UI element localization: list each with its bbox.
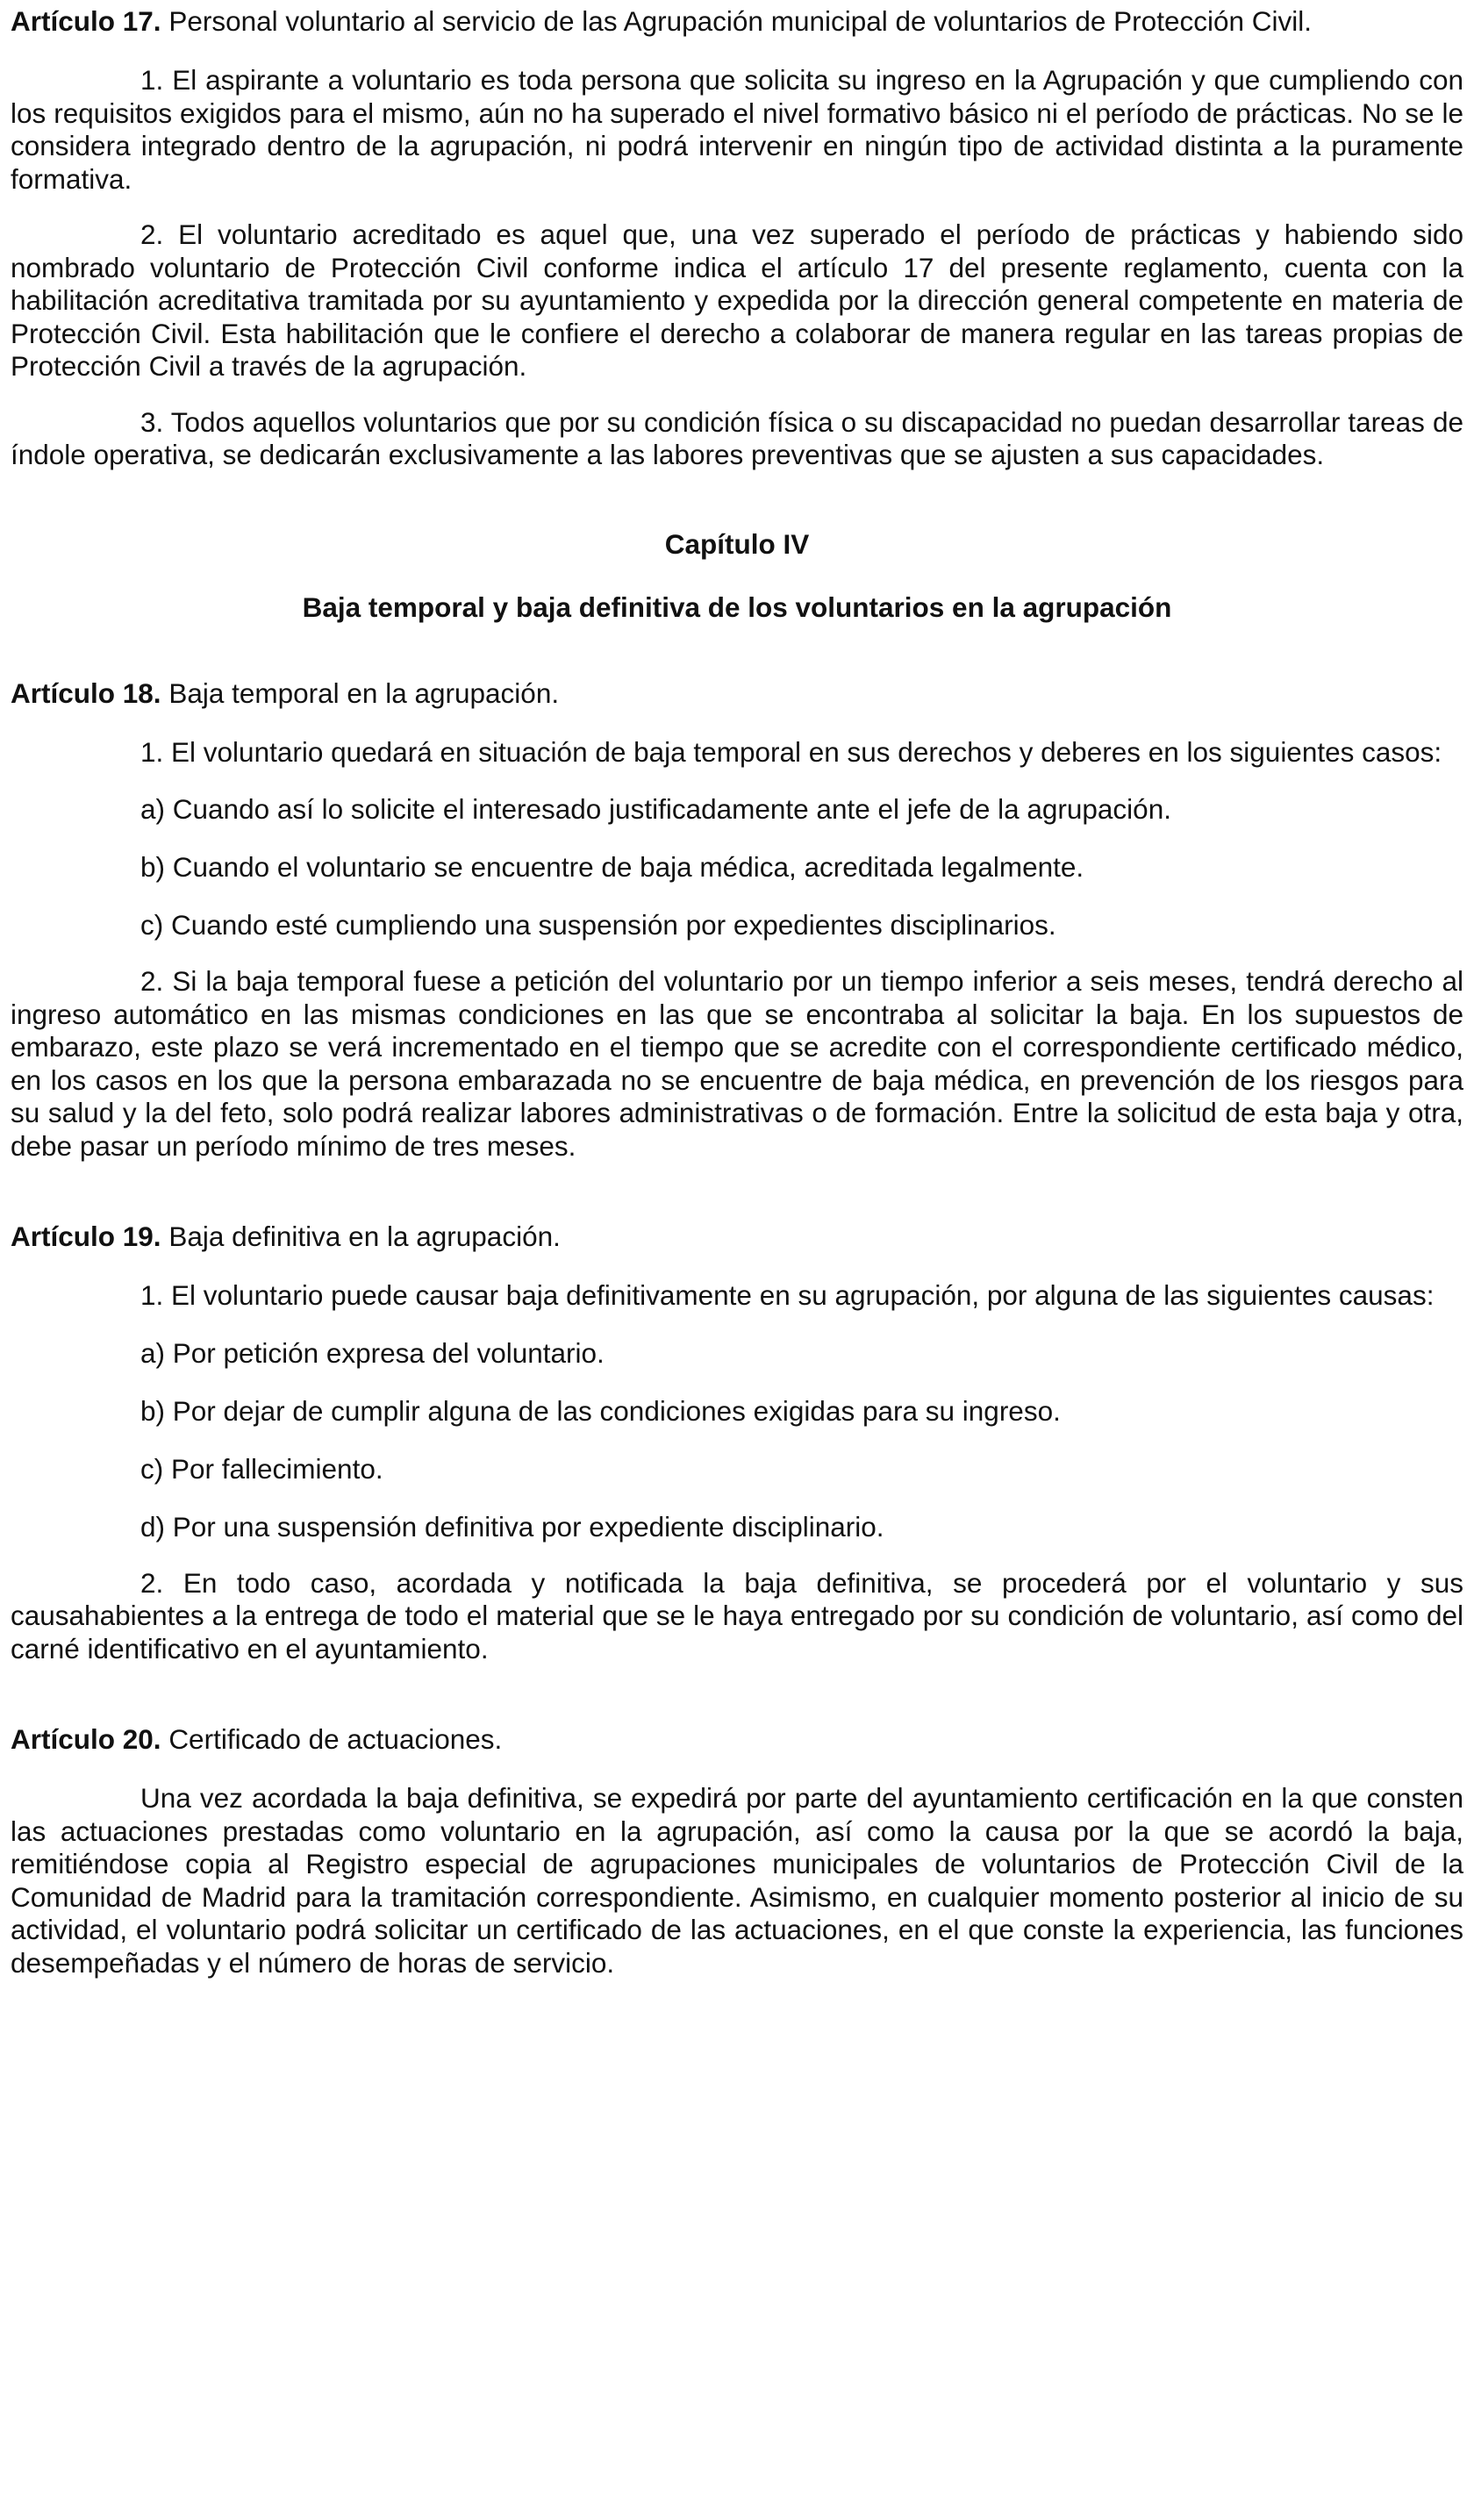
list-item: c) Por fallecimiento. (140, 1452, 383, 1485)
article-18-paragraph-1: 1. El voluntario quedará en situación de baja temporal en sus derechos y deberes en los siguientes casos: (140, 735, 1442, 768)
list-item: d) Por una suspensión definitiva por expediente disciplinario. (140, 1510, 884, 1543)
list-item: c) Cuando esté cumpliendo una suspensión por expedientes disciplinarios. (140, 909, 1056, 941)
article-20-title: Certificado de actuaciones. (168, 1723, 503, 1755)
list-item: a) Por petición expresa del voluntario. (140, 1336, 605, 1369)
chapter-title: Baja temporal y baja definitiva de los voluntarios en la agrupación (302, 591, 1172, 623)
list-item: b) Cuando el voluntario se encuentre de baja médica, acreditada legalmente. (140, 851, 1084, 883)
list-item: a) Cuando así lo solicite el interesado justificadamente ante el jefe de la agrupación. (140, 793, 1171, 825)
article-18-heading (11, 676, 1463, 711)
article-20-heading (11, 1722, 1463, 1757)
article-17-paragraph-3: 3. Todos aquellos voluntarios que por su condición física o su discapacidad no puedan desarrollar tareas de índole operativa, se dedicarán exclusivamente a las labores preventivas que se ajusten a sus capacidades. (11, 405, 1463, 470)
article-18-title: Baja temporal en la agrupación. (168, 677, 560, 709)
article-20-label: Artículo 20. (11, 1723, 161, 1755)
chapter-number: Capítulo IV (664, 527, 810, 560)
article-17-label: Artículo 17. (11, 5, 161, 37)
article-18-paragraph-2: 2. Si la baja temporal fuese a petición del voluntario por un tiempo inferior a seis meses, tendrá derecho al ingreso automático en las mismas condiciones en las que se encontraba al solicitar la baja. En los supuestos de embarazo, este plazo se verá incrementado en el tiempo que se acredite con el correspondiente certificado médico, en los casos en los que la persona embarazada no se encuentre de baja médica, en prevención de los riesgos para su salud y la del feto, solo podrá realizar labores administrativas o de formación. Entre la solicitud de esta baja y otra, debe pasar un período mínimo de tres meses. (11, 965, 1463, 1162)
article-17-paragraph-2: 2. El voluntario acreditado es aquel que, una vez superado el período de prácticas y habiendo sido nombrado voluntario de Protección Civil conforme indica el artículo 17 del presente reglamento, cuenta con la habilitación acreditativa tramitada por su ayuntamiento y expedida por la dirección general competente en materia de Protección Civil. Esta habilitación que le confiere el derecho a colaborar de manera regular en las tareas propias de Protección Civil a través de la agrupación. (11, 218, 1463, 382)
article-17-heading (11, 4, 1463, 39)
article-18-label: Artículo 18. (11, 677, 161, 709)
article-20-paragraph-1: Una vez acordada la baja definitiva, se expedirá por parte del ayuntamiento certificación en la que consten las actuaciones prestadas como voluntario en la agrupación, así como la causa por la que se acordó la baja, remitiéndose copia al Registro especial de agrupaciones municipales de voluntarios de Protección Civil de la Comunidad de Madrid para la tramitación correspondiente. Asimismo, en cualquier momento posterior al inicio de su actividad, el voluntario podrá solicitar un certificado de las actuaciones, en el que conste la experiencia, las funciones desempeñadas y el número de horas de servicio. (11, 1782, 1463, 1979)
article-19-paragraph-2: 2. En todo caso, acordada y notificada la baja definitiva, se procederá por el voluntario y sus causahabientes a la entrega de todo el material que se le haya entregado por su condición de voluntario, así como del carné identificativo en el ayuntamiento. (11, 1566, 1463, 1664)
article-19-title: Baja definitiva en la agrupación. (168, 1221, 561, 1252)
article-19-paragraph-1: 1. El voluntario puede causar baja definitivamente en su agrupación, por alguna de las siguientes causas: (140, 1279, 1435, 1311)
article-19-label: Artículo 19. (11, 1221, 161, 1252)
list-item: b) Por dejar de cumplir alguna de las condiciones exigidas para su ingreso. (140, 1394, 1061, 1427)
article-17-title: Personal voluntario al servicio de las Agrupación municipal de voluntarios de Protección Civil. (168, 5, 1312, 37)
article-17-paragraph-1: 1. El aspirante a voluntario es toda persona que solicita su ingreso en la Agrupación y que cumpliendo con los requisitos exigidos para el mismo, aún no ha superado el nivel formativo básico ni el período de prácticas. No se le considera integrado dentro de la agrupación, ni podrá intervenir en ningún tipo de actividad distinta a la puramente formativa. (11, 64, 1463, 195)
article-19-heading (11, 1219, 1463, 1254)
document-page (11, 4, 1463, 1979)
